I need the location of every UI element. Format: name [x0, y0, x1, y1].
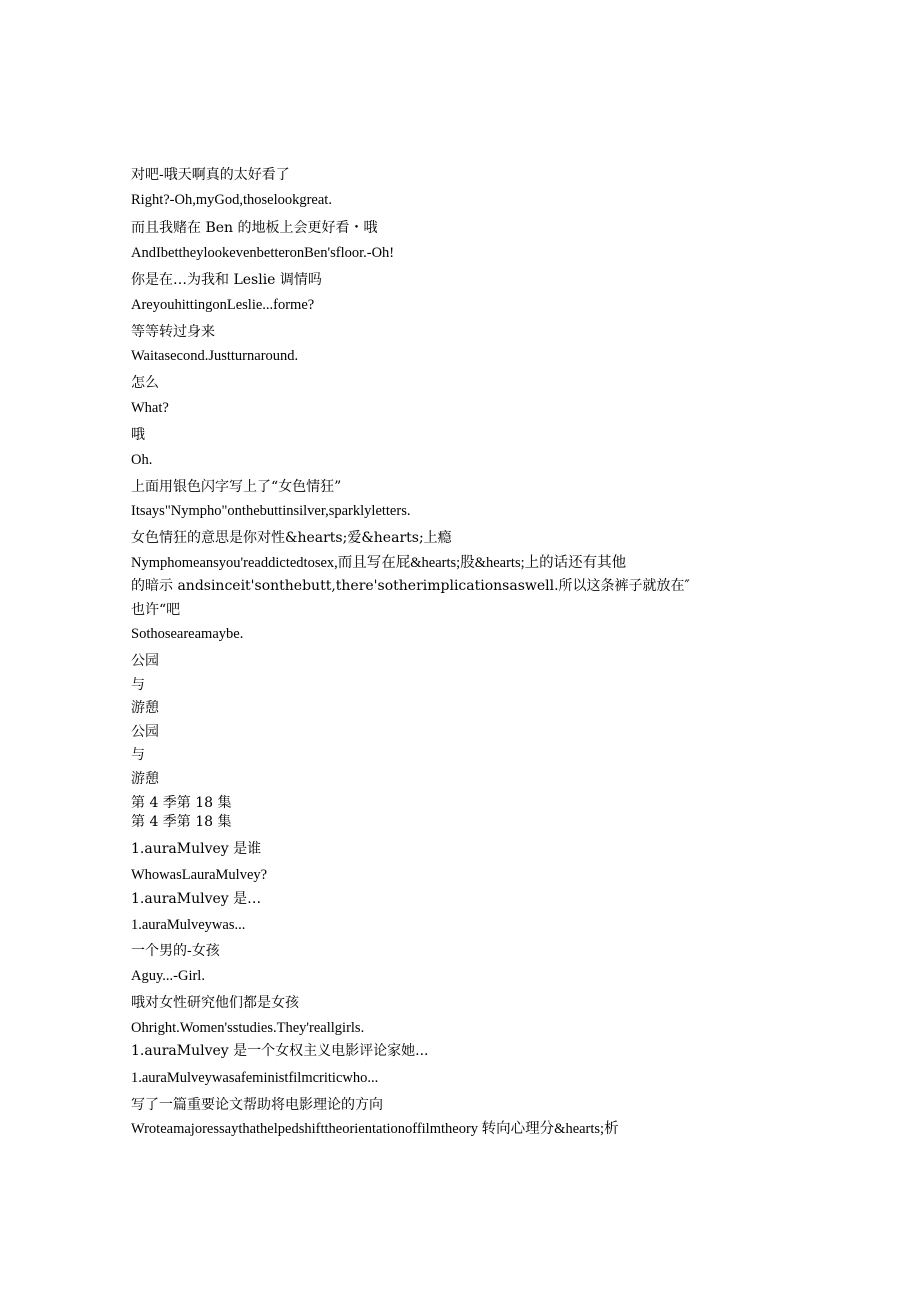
- subtitle-line-en: Right?-Oh,myGod,thoselookgreat.: [131, 192, 332, 208]
- section-heading: 与: [131, 747, 145, 763]
- episode-heading: 第 4 季第 18 集: [131, 814, 232, 830]
- subtitle-line-zh: 哦对女性研究他们都是女孩: [131, 995, 299, 1011]
- episode-heading: 第 4 季第 18 集: [131, 795, 232, 811]
- subtitle-line-en: WhowasLauraMulvey?: [131, 867, 268, 883]
- subtitle-line-mixed: Nymphomeansyou'readdictedtosex,而且写在屁&hearts;股&hearts;上的话还有其他: [131, 555, 627, 571]
- subtitle-line-zh: 怎么: [131, 375, 159, 391]
- subtitle-line-en: 1.auraMulveywas...: [131, 917, 246, 933]
- section-heading: 游憩: [131, 771, 159, 787]
- subtitle-line-zh: 女色情狂的意思是你对性&hearts;爱&hearts;上瘾: [131, 530, 452, 546]
- subtitle-line-zh: 等等转过身来: [131, 324, 215, 340]
- subtitle-line-zh: 1.auraMulvey 是…: [131, 891, 262, 907]
- subtitle-line-zh: 1.auraMulvey 是一个女权主义电影评论家她...: [131, 1043, 429, 1059]
- subtitle-line-zh: 写了一篇重要论文帮助将电影理论的方向: [131, 1097, 383, 1113]
- subtitle-line-zh: 1.auraMulvey 是谁: [131, 841, 262, 857]
- subtitle-line-zh: 上面用银色闪字写上了“女色情狂”: [131, 479, 342, 495]
- section-heading: 与: [131, 677, 145, 693]
- subtitle-line-mixed: Wroteamajoressaythathelpedshifttheorientationoffilmtheory 转向心理分&hearts;析: [131, 1121, 619, 1137]
- subtitle-line-zh: 哦: [131, 427, 145, 443]
- subtitle-line-zh: 而且我赌在 Ben 的地板上会更好看・哦: [131, 220, 378, 236]
- subtitle-line-mixed: 的暗示 andsinceit'sonthebutt,there'sotherimplicationsaswell.所以这条裤子就放在″: [131, 578, 690, 594]
- subtitle-line-zh: 一个男的-女孩: [131, 943, 220, 959]
- subtitle-line-en: 1.auraMulveywasafeministfilmcriticwho...: [131, 1070, 379, 1086]
- subtitle-line-en: Oh.: [131, 452, 153, 468]
- section-heading: 公园: [131, 653, 159, 669]
- section-heading: 游憩: [131, 700, 159, 716]
- subtitle-line-en: AreyouhittingonLeslie...forme?: [131, 297, 315, 313]
- subtitle-line-en: Sothoseareamaybe.: [131, 626, 244, 642]
- subtitle-line-zh: 也许“吧: [131, 602, 181, 618]
- section-heading: 公园: [131, 724, 159, 740]
- subtitle-line-zh: 你是在…为我和 Leslie 调情吗: [131, 272, 322, 288]
- subtitle-line-zh: 对吧-哦天啊真的太好看了: [131, 167, 290, 183]
- subtitle-line-en: Itsays"Nympho"onthebuttinsilver,sparklyletters.: [131, 503, 411, 519]
- subtitle-line-en: What?: [131, 400, 169, 416]
- subtitle-line-en: Waitasecond.Justturnaround.: [131, 348, 299, 364]
- subtitle-line-en: Aguy...-Girl.: [131, 968, 205, 984]
- subtitle-line-en: Ohright.Women'sstudies.They'reallgirls.: [131, 1020, 365, 1036]
- subtitle-line-en: AndIbettheylookevenbetteronBen'sfloor.-Oh!: [131, 245, 395, 261]
